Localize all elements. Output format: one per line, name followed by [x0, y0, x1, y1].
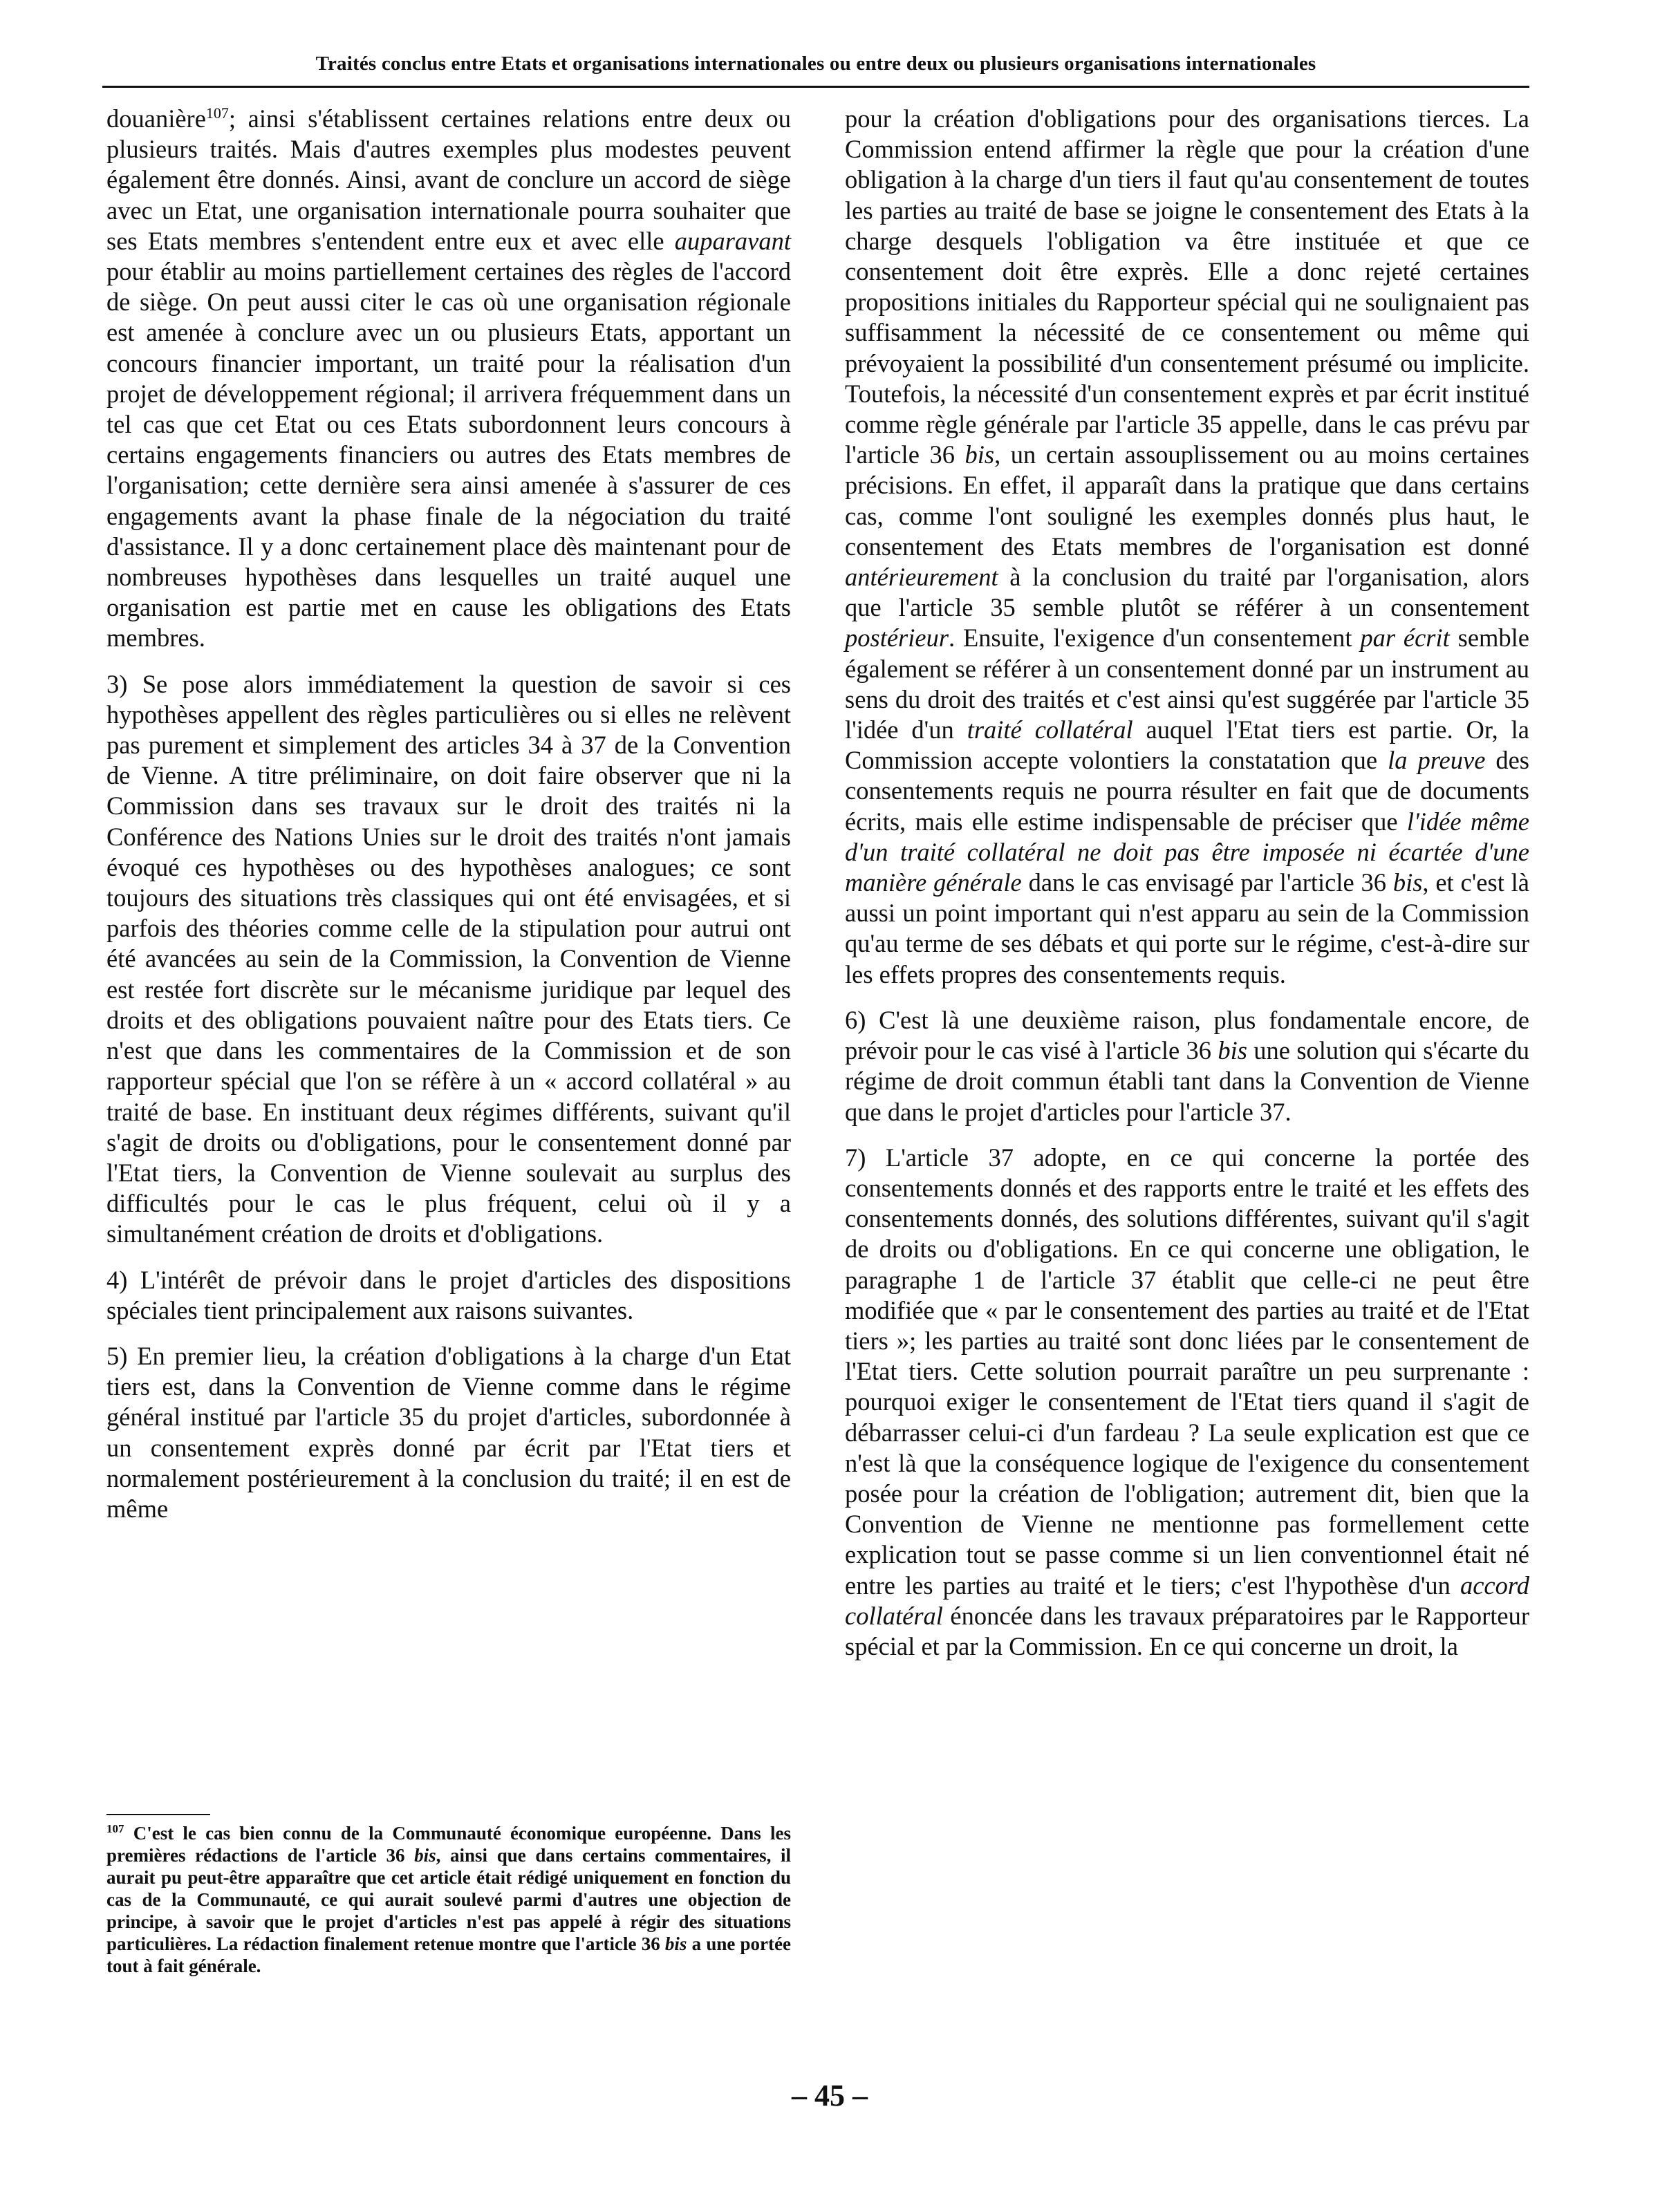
page-number: – 45 –: [792, 2079, 868, 2112]
footnote-rule: [106, 1814, 210, 1815]
paragraph-5-continued: pour la création d'obligations pour des organisations tierces. La Commission entend affirmer la règle que pour la création d'une obligation à la charge d'un tiers il faut qu'au consentement de toutes les parties au traité de base se joigne le consentement des Etats à la charge desquels l'obligation va être instituée et que ce consentement doit être exprès. Elle a donc rejeté certaines propositions initiales du Rapporteur spécial qui ne soulignaient pas suffisamment la nécessité de ce consentement ou même qui prévoyaient la possibilité d'un consentement présumé ou implicite. Toutefois, la nécessité d'un consentement exprès et par écrit institué comme règle générale par l'article 35 appelle, dans le cas prévu par l'article 36 bis, un certain assouplissement ou au moins certaines précisions. En effet, il apparaît dans la pratique que dans certains cas, comme l'ont souligné les exemples donnés plus haut, le consentement des Etats membres de l'organisation est donné antérieurement à la conclusion du traité par l'organisation, alors que l'article 35 semble plutôt se référer à un consentement postérieur. Ensuite, l'exigence d'un consentement par écrit semble également se référer à un consentement donné par un instrument au sens du droit des traités et c'est ainsi qu'est suggérée par l'article 35 l'idée d'un traité collatéral auquel l'Etat tiers est partie. Or, la Commission accepte volontiers la constatation que la preuve des consentements requis ne pourra résulter en fait que de documents écrits, mais elle estime indispensable de préciser que l'idée même d'un traité collatéral ne doit pas être imposée ni écartée d'une manière générale dans le cas envisagé par l'article 36 bis, et c'est là aussi un point important qui n'est apparu au sein de la Commission qu'au terme de ses débats et qui porte sur le régime, c'est-à-dire sur les effets propres des consentements requis.: [845, 104, 1530, 988]
right-column: [845, 104, 1529, 1677]
left-column: [106, 104, 791, 1539]
header-rule: [102, 86, 1529, 88]
footnote-reference: 107: [205, 104, 229, 122]
footnote-107: $^{107}$ C'est le cas bien connu de la Communauté économique européenne. Dans les premières rédactions de l'article 36 bis, ainsi que dans certains commentaires, il aurait pu peut-être apparaître que cet article était rédigé uniquement en fonction du cas de la Communauté, ce qui aurait soulevé parmi d'autres une objection de principe, à savoir que le projet d'articles n'est pas appelé à régir des situations particulières. La rédaction finalement retenue montre que l'article 36 bis a une portée tout à fait générale.: [106, 1822, 792, 1976]
paragraph-3: 3) Se pose alors immédiatement la question de savoir si ces hypothèses appellent des règles particulières ou si elles ne relèvent pas purement et simplement des articles 34 à 37 de la Convention de Vienne. A titre préliminaire, on doit faire observer que ni la Commission dans ses travaux sur le droit des traités ni la Conférence des Nations Unies sur le droit des traités n'ont jamais évoqué ces hypothèses ou des hypothèses analogues; ce sont toujours des situations très classiques qui ont été envisagées, et si parfois des théories comme celle de la stipulation pour autrui ont été avancées au sein de la Commission, la Convention de Vienne est restée fort discrète sur le mécanisme juridique par lequel des droits et des obligations pouvaient naître pour des Etats tiers. Ce n'est que dans les commentaires de la Commission et de son rapporteur spécial que l'on se réfère à un « accord collatéral » au traité de base. En instituant deux régimes différents, suivant qu'il s'agit de droits ou d'obligations, pour le consentement donné par l'Etat tiers, la Convention de Vienne soulevait au surplus des difficultés pour le cas le plus fréquent, celui où il y a simultanément création de droits et d'obligations.: [106, 669, 791, 1248]
paragraph-7: 7) L'article 37 adopte, en ce qui concerne la portée des consentements donnés et des rapports entre le traité et les effets des consentements donnés, des solutions différentes, suivant qu'il s'agit de droits ou d'obligations. En ce qui concerne une obligation, le paragraphe 1 de l'article 37 établit que celle-ci ne peut être modifiée que « par le consentement des parties au traité et de l'Etat tiers »; les parties au traité sont donc liées par le consentement de l'Etat tiers. Cette solution pourrait paraître un peu surprenante : pourquoi exiger le consentement de l'Etat tiers quand il s'agit de débarrasser celui-ci d'un fardeau ? La seule explication est que ce n'est là que la conséquence logique de l'exigence du consentement posée pour la création de l'obligation; autrement dit, bien que la Convention de Vienne ne mentionne pas formellement cette explication tout se passe comme si un lien conventionnel était né entre les parties au traité et le tiers; c'est l'hypothèse d'un accord collatéral énoncée dans les travaux préparatoires par le Rapporteur spécial et par la Commission. En ce qui concerne un droit, la: [845, 1143, 1529, 1660]
paragraph-5: 5) En premier lieu, la création d'obligations à la charge d'un Etat tiers est, dans la Convention de Vienne comme dans le régime général institué par l'article 35 du projet d'articles, subordonnée à un consentement exprès donné par écrit par l'Etat tiers et normalement postérieurement à la conclusion du traité; il en est de même: [106, 1341, 791, 1523]
footnote-marker: 107: [106, 1822, 124, 1835]
paragraph-6: 6) C'est là une deuxième raison, plus fondamentale encore, de prévoir pour le cas visé à l'article 36 bis une solution qui s'écarte du régime de droit commun établi tant dans la Convention de Vienne que dans le projet d'articles pour l'article 37.: [845, 1005, 1529, 1126]
paragraph-4: 4) L'intérêt de prévoir dans le projet d'articles des dispositions spéciales tient principalement aux raisons suivantes.: [106, 1265, 791, 1324]
running-header: Traités conclus entre Etats et organisations internationales ou entre deux ou plusieurs organisations internationales: [315, 53, 1316, 75]
paragraph-continuation: douanière$^{107}$; ainsi s'établissent certaines relations entre deux ou plusieurs traités. Mais d'autres exemples plus modestes peuvent également être donnés. Ainsi, avant de conclure un accord de siège avec un Etat, une organisation internationale pourra souhaiter que ses Etats membres s'entendent entre eux et avec elle auparavant pour établir au moins partiellement certaines des règles de l'accord de siège. On peut aussi citer le cas où une organisation régionale est amenée à conclure avec un ou plusieurs Etats, apportant un concours financier important, un traité pour la réalisation d'un projet de développement régional; il arrivera fréquemment dans un tel cas que cet Etat ou ces Etats subordonnent leurs concours à certains engagements financiers ou autres des Etats membres de l'organisation; cette dernière sera ainsi amenée à s'assurer de ces engagements avant la phase finale de la négociation du traité d'assistance. Il y a donc certainement place dès maintenant pour de nombreuses hypothèses dans lesquelles un traité auquel une organisation est partie met en cause les obligations des Etats membres.: [106, 104, 791, 653]
